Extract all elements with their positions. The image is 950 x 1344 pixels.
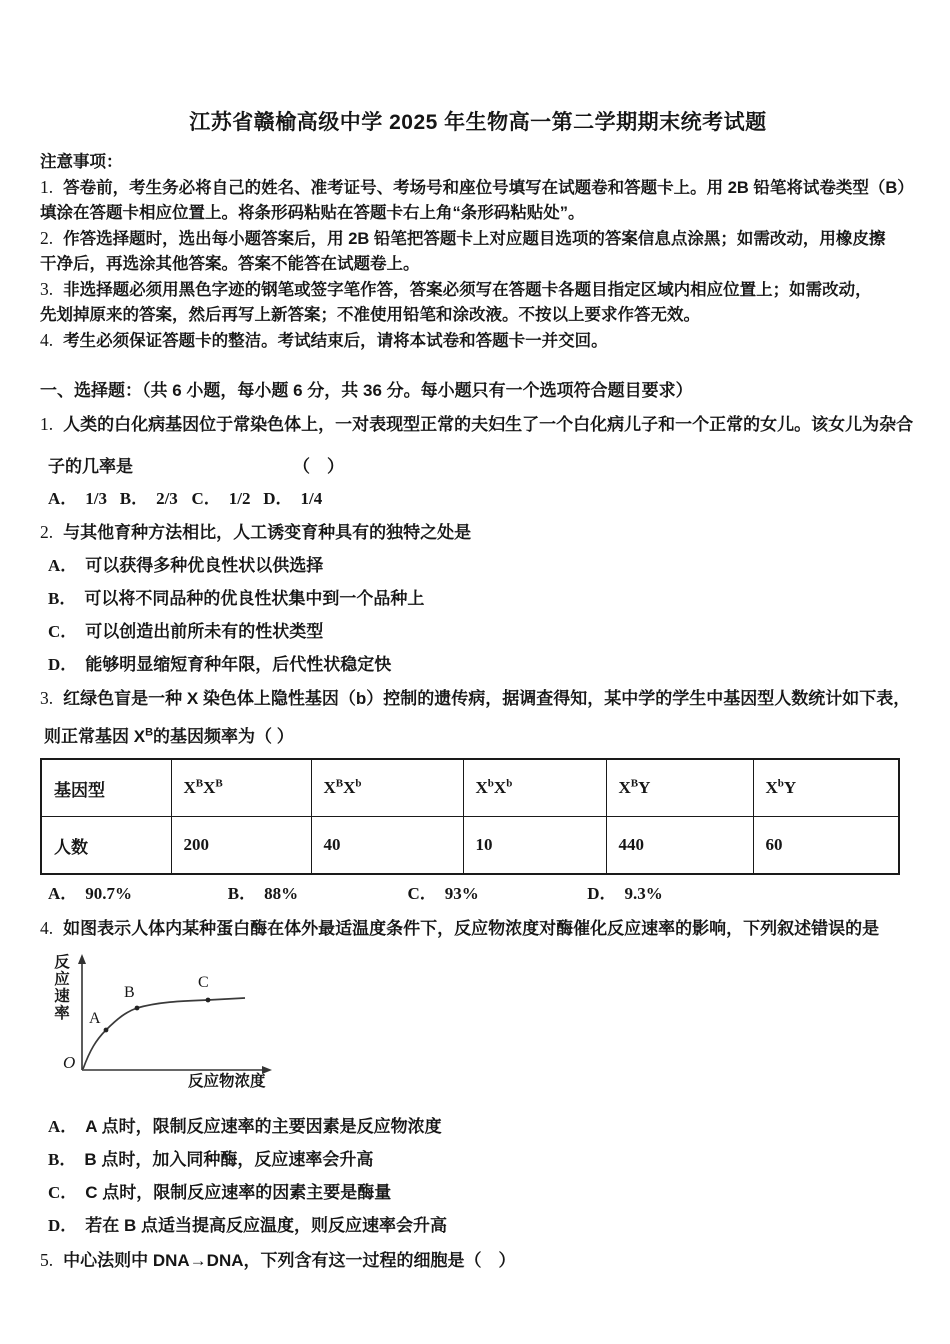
enzyme-rate-figure — [40, 950, 460, 1092]
q1-option-b: B． 2/3 — [119, 489, 178, 508]
figure-origin-label: O — [63, 1053, 76, 1072]
q3-option-d: D． 9.3% — [587, 884, 663, 903]
genotype-xbxb-cell: $X^BX^B$ — [171, 759, 311, 817]
count-header-cell: 人数 — [41, 817, 171, 875]
count-cell-1: 200 — [171, 817, 311, 875]
q1-option-d: D． 1/4 — [263, 489, 323, 508]
q5-stem — [40, 1247, 926, 1274]
q3-option-a: A． 90.7% — [48, 884, 133, 903]
q4-option-d: D． 若在 B 点适当提高反应温度，则反应速率会升高 — [48, 1216, 448, 1235]
q3-option-b: B． 88% — [227, 884, 299, 903]
genotype-xbxb2-cell: $X^BX^b$ — [311, 759, 463, 817]
count-cell-2: 40 — [311, 817, 463, 875]
point-a-dot — [104, 1028, 109, 1033]
q3-options — [40, 881, 926, 907]
q2-stem-text: 与其他育种方法相比，人工诱变育种具有的独特之处是 — [63, 523, 472, 542]
q5-number: 5. — [40, 1250, 54, 1270]
q2-stem — [40, 519, 926, 546]
notice-item-1-text: 答卷前，考生务必将自己的姓名、准考证号、考场号和座位号填写在试题卷和答题卡上。用 2B 铅笔将试卷类型（B） — [63, 179, 914, 197]
q3-stem-cont: 则正常基因 $X^B$的基因频率为（ ） — [44, 726, 294, 746]
q2-option-d: D． 能够明显缩短育种年限，后代性状稳定快 — [48, 655, 392, 674]
notice-item-1-cont: 填涂在答题卡相应位置上。将条形码粘贴在答题卡右上角“条形码粘贴处”。 — [40, 204, 585, 222]
genotype-xbxb3-cell: $X^bX^b$ — [463, 759, 606, 817]
genotype-header-cell: 基因型 — [41, 759, 171, 817]
figure-point-b-label: B — [124, 984, 135, 1001]
genotype-table-count-row — [41, 817, 899, 875]
q4-stem-text: 如图表示人体内某种蛋白酶在体外最适温度条件下，反应物浓度对酶催化反应速率的影响，下列叙述错误的是 — [63, 919, 880, 938]
figure-x-axis-label: 反应物浓度 — [188, 1073, 266, 1090]
notice-item-4-text: 考生必须保证答题卡的整洁。考试结束后，请将本试卷和答题卡一并交回。 — [63, 332, 608, 350]
q1-option-a: A． 1/3 — [48, 489, 108, 508]
notice-item-2-cont: 干净后，再选涂其他答案。答案不能答在试题卷上。 — [40, 255, 420, 273]
q1-stem-text: 人类的白化病基因位于常染色体上，一对表现型正常的夫妇生了一个白化病儿子和一个正常的女儿。该女儿为杂合 — [63, 415, 914, 434]
figure-point-c-label: C — [198, 974, 209, 991]
notice-item-2 — [40, 226, 926, 252]
notice-item-4-number: 4. — [40, 330, 54, 350]
notice-item-3-text: 非选择题必须用黑色字迹的钢笔或签字笔作答，答案必须写在答题卡各题目指定区域内相应位置上；如需改动， — [63, 281, 872, 299]
page-title: 江苏省赣榆高级中学 2025 年生物高一第二学期期末统考试题 — [189, 111, 767, 134]
q1-stem-cont-text: 子的几率是 — [48, 457, 133, 476]
notice-item-1 — [40, 175, 926, 201]
point-c-dot — [206, 998, 211, 1003]
q2-option-a: A． 可以获得多种优良性状以供选择 — [48, 556, 324, 575]
notice-item-3-number: 3. — [40, 279, 54, 299]
q5-stem-text: 中心法则中 DNA→DNA，下列含有这一过程的细胞是（ ） — [63, 1251, 516, 1270]
q4-option-c: C． C 点时，限制反应速率的因素主要是酶量 — [48, 1183, 392, 1202]
genotype-table-header-row — [41, 759, 899, 817]
q4-number: 4. — [40, 918, 54, 938]
q1-options — [40, 486, 926, 512]
figure-point-a-label: A — [89, 1010, 101, 1027]
rate-curve — [83, 998, 245, 1069]
count-cell-4: 440 — [606, 817, 753, 875]
genotype-xby2-cell: $X^bY$ — [753, 759, 899, 817]
q4-option-b: B． B 点时，加入同种酶，反应速率会升高 — [48, 1150, 374, 1169]
notice-item-2-number: 2. — [40, 228, 54, 248]
q4-stem — [40, 915, 926, 942]
q3-number: 3. — [40, 688, 54, 708]
q4-option-a: A． A 点时，限制反应速率的主要因素是反应物浓度 — [48, 1117, 442, 1136]
notice-heading: 注意事项： — [40, 153, 123, 171]
figure-plot — [40, 950, 320, 1092]
q3-stem — [40, 685, 926, 712]
notice-item-3 — [40, 277, 926, 303]
notice-item-1-number: 1. — [40, 177, 54, 197]
q2-option-b: B． 可以将不同品种的优良性状集中到一个品种上 — [48, 589, 425, 608]
notice-item-4 — [40, 328, 926, 354]
section-heading: 一、选择题：（共 6 小题，每小题 6 分，共 36 分。每小题只有一个选项符合题目要求） — [40, 381, 693, 400]
figure-y-axis-label: 反应速率 — [54, 954, 70, 1022]
q1-number: 1. — [40, 414, 54, 434]
point-b-dot — [135, 1006, 140, 1011]
q1-stem — [40, 411, 926, 438]
count-cell-5: 60 — [753, 817, 899, 875]
q3-option-c: C． 93% — [407, 884, 479, 903]
q1-stem-cont — [40, 454, 926, 480]
q2-option-c: C． 可以创造出前所未有的性状类型 — [48, 622, 324, 641]
q1-option-c: C． 1/2 — [191, 489, 251, 508]
notice-item-3-cont: 先划掉原来的答案，然后再写上新答案；不准使用铅笔和涂改液。不按以上要求作答无效。 — [40, 306, 700, 324]
q2-number: 2. — [40, 522, 54, 542]
q3-stem-text: 红绿色盲是一种 X 染色体上隐性基因（b）控制的遗传病，据调查得知，某中学的学生中基因型人数统计如下表， — [63, 689, 911, 708]
genotype-table — [40, 758, 900, 875]
genotype-xby-cell: $X^BY$ — [606, 759, 753, 817]
count-cell-3: 10 — [463, 817, 606, 875]
q1-answer-bracket: （ ） — [293, 457, 344, 476]
notice-item-2-text: 作答选择题时，选出每小题答案后，用 2B 铅笔把答题卡上对应题目选项的答案信息点涂黑；如需改动，用橡皮擦 — [63, 230, 886, 248]
